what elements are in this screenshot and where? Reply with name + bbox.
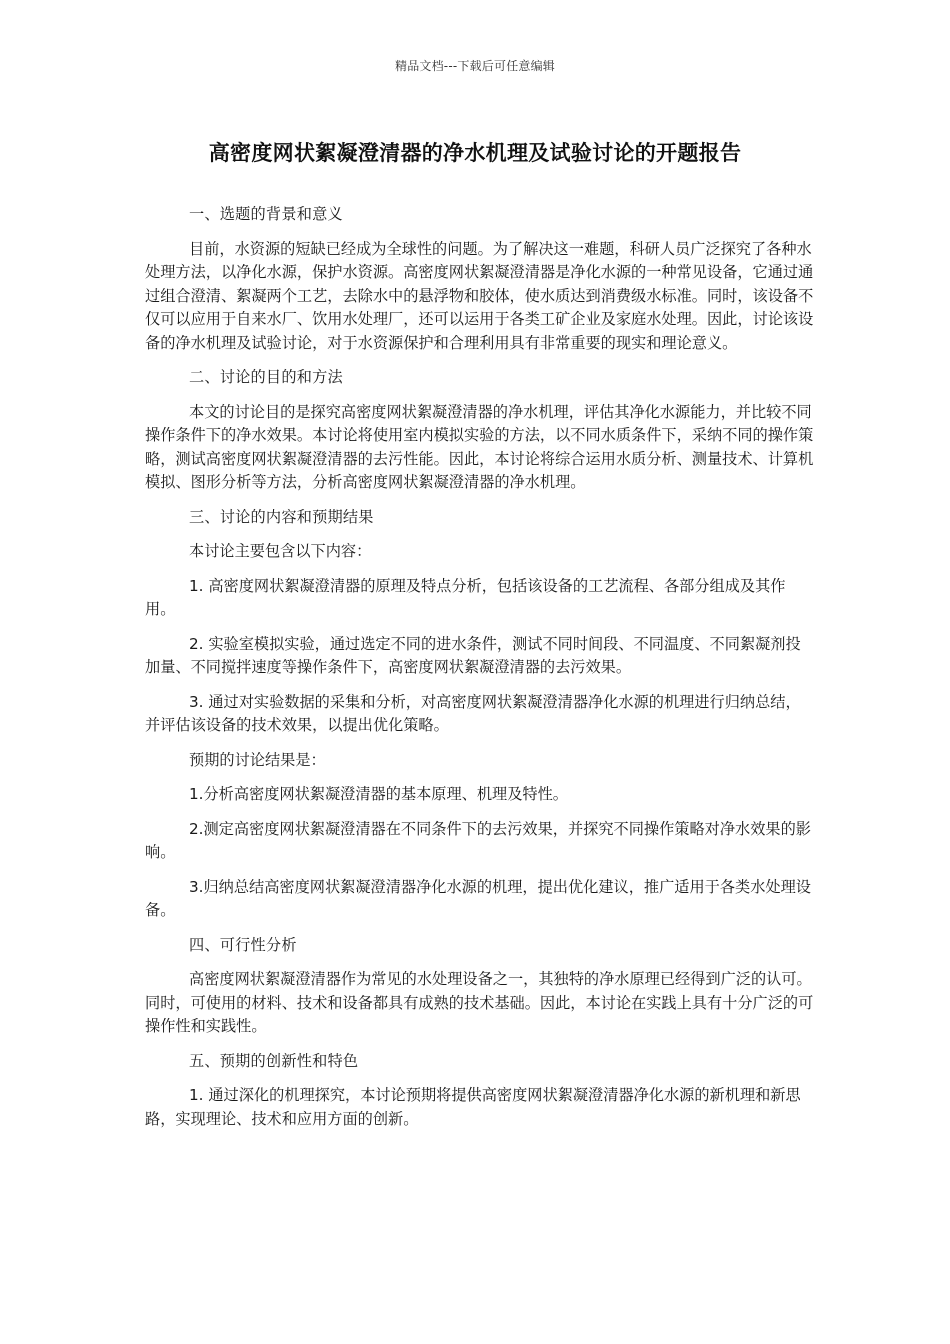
document-title: 高密度网状絮凝澄清器的净水机理及试验讨论的开题报告 [208,141,742,165]
paragraph-purpose: 本文的讨论目的是探究高密度网状絮凝澄清器的净水机理，评估其净化水源能力，并比较不同操作条件下的净水效果。本讨论将使用室内模拟实验的方法，以不同水质条件下，采纳不同的操作策略，测试高密度网状絮凝澄清器的去污性能。因此，本讨论将综合运用水质分析、测量技术、计算机模拟、图形分析等方法，分析高密度网状絮凝澄清器的净水机理。 [145,402,814,491]
section-heading-content: 三、讨论的内容和预期结果 [189,507,374,526]
section-heading-innovation: 五、预期的创新性和特色 [189,1051,359,1070]
list-item-innovation-1: 1. 通过深化的机理探究，本讨论预期将提供高密度网状絮凝澄清器净化水源的新机理和新思路，实现理论、技术和应用方面的创新。 [145,1086,801,1128]
list-item-expected-1: 1.分析高密度网状絮凝澄清器的基本原理、机理及特性。 [189,785,568,803]
paragraph-background: 目前，水资源的短缺已经成为全球性的问题。为了解决这一难题，科研人员广泛探究了各种水处理方法，以净化水源，保护水资源。高密度网状絮凝澄清器是净化水源的一种常见设备，它通过通过组合澄清、絮凝两个工艺，去除水中的悬浮物和胶体，使水质达到消费级水标准。同时，该设备不仅可以应用于自来水厂、饮用水处理厂，还可以运用于各类工矿企业及家庭水处理。因此，讨论该设备的净水机理及试验讨论，对于水资源保护和合理利用具有非常重要的现实和理论意义。 [145,239,814,352]
section-heading-background: 一、选题的背景和意义 [189,205,343,223]
section-heading-purpose: 二、讨论的目的和方法 [189,368,343,386]
header-note: 精品文档---下载后可任意编辑 [395,59,555,73]
list-item-expected-3: 3.归纳总结高密度网状絮凝澄清器净化水源的机理，提出优化建议，推广适用于各类水处理设备。 [145,877,811,919]
paragraph-expected-intro: 预期的讨论结果是： [189,750,326,769]
list-item-content-2: 2. 实验室模拟实验，通过选定不同的进水条件，测试不同时间段、不同温度、不同絮凝剂投加量、不同搅拌速度等操作条件下，高密度网状絮凝澄清器的去污效果。 [145,634,801,676]
paragraph-feasibility: 高密度网状絮凝澄清器作为常见的水处理设备之一，其独特的净水原理已经得到广泛的认可。同时，可使用的材料、技术和设备都具有成熟的技术基础。因此，本讨论在实践上具有十分广泛的可操作性和实践性。 [145,970,814,1035]
list-item-content-1: 1. 高密度网状絮凝澄清器的原理及特点分析，包括该设备的工艺流程、各部分组成及其作用。 [145,576,786,618]
document-body [145,203,815,1131]
list-item-content-3: 3. 通过对实验数据的采集和分析，对高密度网状絮凝澄清器净化水源的机理进行归纳总结，并评估该设备的技术效果，以提出优化策略。 [145,692,801,734]
list-item-expected-2: 2.测定高密度网状絮凝澄清器在不同条件下的去污效果，并探究不同操作策略对净水效果的影响。 [145,819,811,861]
section-heading-feasibility: 四、可行性分析 [189,935,297,954]
paragraph-content-intro: 本讨论主要包含以下内容： [189,542,372,560]
